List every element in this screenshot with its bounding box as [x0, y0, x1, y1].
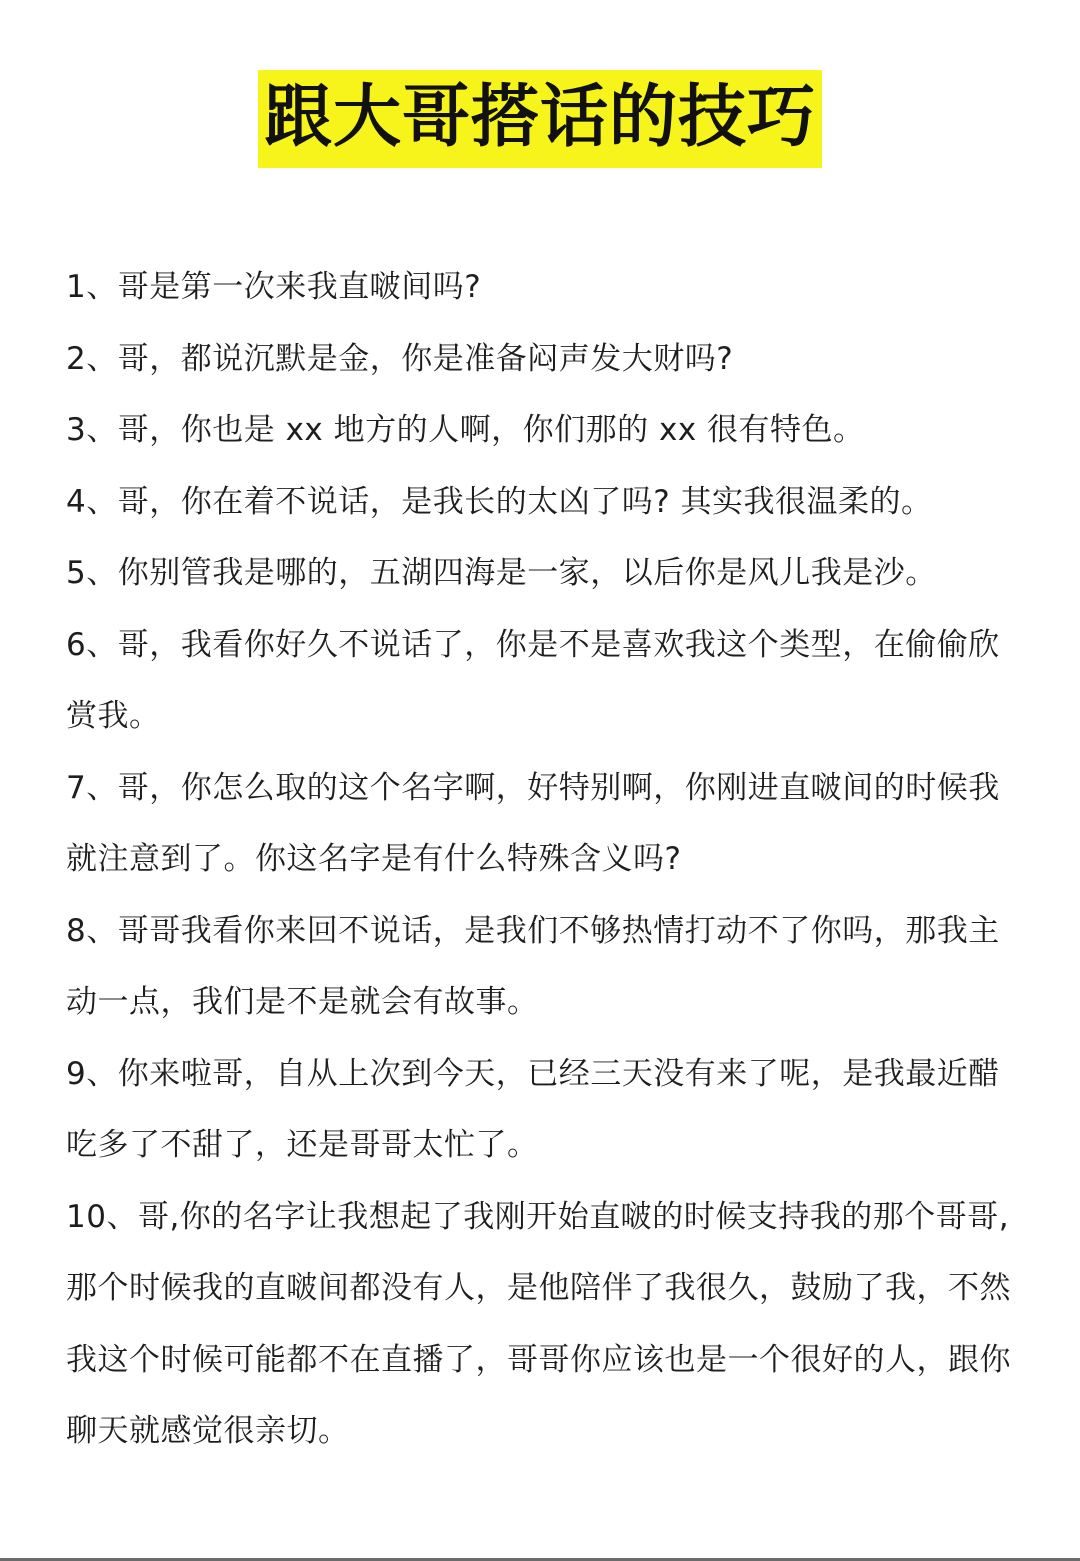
tips-list: [66, 252, 1026, 1468]
tip-item-4: 4、哥，你在着不说话，是我长的太凶了吗? 其实我很温柔的。: [66, 483, 933, 520]
page-title: 跟大哥搭话的技巧: [258, 70, 822, 168]
tip-item-1: 1、哥是第一次来我直啵间吗?: [66, 269, 482, 305]
tip-item-8: 8、哥哥我看你来回不说话，是我们不够热情打动不了你吗，那我主动一点，我们是不是就会有故事。: [66, 912, 1000, 1020]
tip-item-7: 7、哥，你怎么取的这个名字啊，好特别啊，你刚进直啵间的时候我就注意到了。你这名字是有什么特殊含义吗?: [66, 769, 1000, 877]
tip-item-9: 9、你来啦哥，自从上次到今天，已经三天没有来了呢，是我最近醋吃多了不甜了，还是哥哥太忙了。: [66, 1055, 1000, 1163]
tip-item-6: 6、哥，我看你好久不说话了，你是不是喜欢我这个类型，在偷偷欣赏我。: [66, 626, 1000, 734]
tip-item-2: 2、哥，都说沉默是金，你是准备闷声发大财吗?: [66, 340, 734, 377]
tip-item-5: 5、你别管我是哪的，五湖四海是一家，以后你是风儿我是沙。: [66, 555, 937, 591]
tip-item-10: 10、哥,你的名字让我想起了我刚开始直啵的时候支持我的那个哥哥,那个时候我的直啵间都没有人，是他陪伴了我很久，鼓励了我，不然我这个时候可能都不在直播了，哥哥你应该也是一个很好的人，跟你聊天就感觉很亲切。: [66, 1198, 1011, 1449]
tip-item-3: 3、哥，你也是 xx 地方的人啊，你们那的 xx 很有特色。: [66, 412, 865, 448]
title-container: [0, 70, 1080, 168]
